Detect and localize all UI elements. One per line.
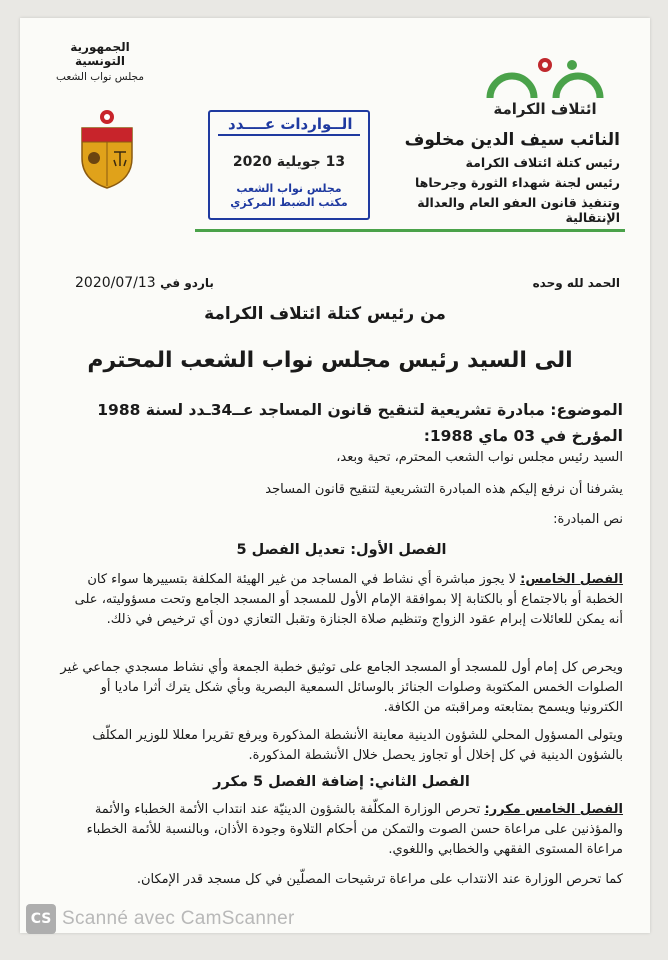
camscanner-watermark: Scanné avec CamScanner [62, 908, 295, 929]
greeting: السيد رئيس مجلس نواب الشعب المحترم، تحية وبعد، [336, 450, 623, 465]
article-text: تحرص الوزارة المكلّفة بالشؤون الدينيّة عند انتداب الأئمة الخطباء والأئمة والمؤذنين على مراعاة حسن الصوت والتمكن من أحكام التلاوة وجودة الأذان، وبالنسبة للأئمة الخطباء مراعاة المستوى الفقهي والخطابي واللغوي. [86, 802, 623, 857]
section-heading: الفصل الأول: تعديل الفصل 5 [236, 542, 447, 558]
article-paragraph [60, 800, 623, 860]
article-text: لا يجوز مباشرة أي نشاط في المساجد من غير الهيئة المكلفة بتسييرها سواء كان الخطبة أو بالاجتماع أو بالكتابة إلا بموافقة الإمام الأول للمسجد أو المسجد الجامع وتحت مسؤوليته، على أنه يمكن للعائلات إبرام عقود الزواج وتنظيم صلاة الجنازة وتقبل التعازي دون أي ترخيص في ذلك. [74, 572, 623, 627]
article-paragraph: كما تحرص الوزارة عند الانتداب على مراعاة ترشيحات المصلّين في كل مسجد قدر الإمكان. [136, 872, 623, 887]
recipient-line: الى السيد رئيس مجلس نواب الشعب المحترم [87, 348, 573, 373]
initiative-label: نص المبادرة: [553, 512, 623, 527]
stamp-footer [218, 182, 360, 210]
article-paragraph: ويتولى المسؤول المحلي للشؤون الدينية معاينة الأنشطة المذكورة ويرفع تقريرا معللا للوزير المكلّف بالشؤون الدينية في كل إخلال أو تجاوز يحصل خلال الأنشطة المذكورة. [92, 728, 623, 763]
mp-role: رئيس كتلة ائتلاف الكرامة [465, 155, 620, 170]
subject-line: الموضوع: مبادرة تشريعية لتنقيح قانون المساجد عــ34ـدد لسنة 1988 المؤرخ في 03 ماي 1988: [97, 401, 623, 445]
tunisia-emblem-icon [76, 108, 138, 190]
intro-text: يشرفنا أن نرفع إليكم هذه المبادرة التشريعية لتنقيح قانون المساجد [265, 482, 623, 497]
mp-role: وتنفيذ قانون العفو العام والعدالة الإنتقالية [417, 195, 620, 225]
place-label: باردو في [160, 276, 214, 290]
stamp-title: الــواردات عــــدد [228, 115, 353, 133]
opening-phrase: الحمد لله وحده [532, 276, 620, 290]
section-heading: الفصل الثاني: إضافة الفصل 5 مكرر [213, 774, 470, 790]
place-date [75, 275, 275, 291]
article-label: الفصل الخامس: [520, 572, 623, 587]
document-page [20, 18, 650, 933]
article-label: الفصل الخامس مكرر: [484, 802, 623, 817]
letter-date: 2020/07/13 [75, 275, 156, 291]
republic-header [50, 40, 150, 83]
republic-title: الجمهورية التونسية [70, 40, 130, 68]
stamp-footer-line: مكتب الضبط المركزي [230, 196, 348, 209]
incoming-stamp [208, 110, 370, 220]
party-name: ائتلاف الكرامة [493, 100, 597, 118]
mp-role: رئيس لجنة شهداء الثورة وجرحاها [414, 175, 620, 190]
camscanner-logo: CS [26, 904, 56, 934]
article-paragraph [60, 570, 623, 630]
stamp-footer-line: مجلس نواب الشعب [236, 182, 342, 195]
assembly-name: مجلس نواب الشعب [56, 71, 144, 83]
mp-info [380, 130, 620, 225]
article-paragraph: ويحرص كل إمام أول للمسجد أو المسجد الجامع على توثيق خطبة الجمعة وأي نشاط مسجدي جماعي غير الصلوات الخمس المكتوبة وصلوات الجنائز بالوسائل السمعية البصرية وبأي شكل يترك أثرا ماديا أو الكترونيا ويسمح بمتابعته ومراقبته من الكافة. [60, 660, 623, 715]
sender-line: من رئيس كتلة ائتلاف الكرامة [204, 304, 446, 324]
stamp-rule [218, 134, 360, 136]
header-divider [195, 229, 625, 232]
mp-name: النائب سيف الدين مخلوف [404, 130, 620, 150]
stamp-date: 13 جويلية 2020 [232, 154, 346, 170]
